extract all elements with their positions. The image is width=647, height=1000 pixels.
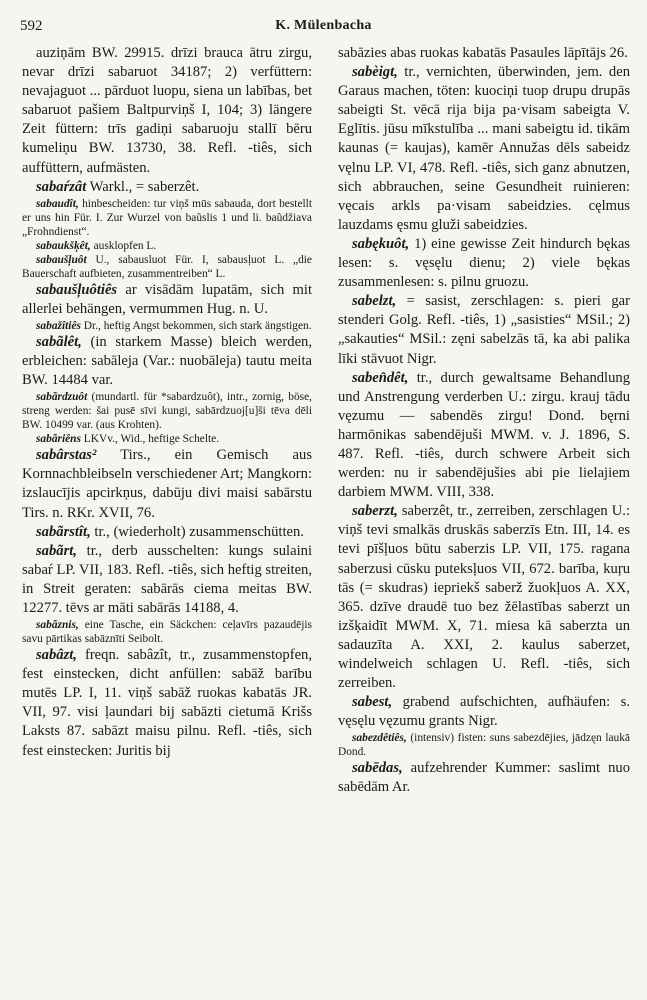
dictionary-entry <box>338 292 630 368</box>
headword: sabažîtiês <box>36 319 81 332</box>
page-number: 592 <box>20 18 43 34</box>
headword: sabezdêtiês, <box>352 732 407 745</box>
dictionary-entry <box>338 369 630 503</box>
dictionary-entry <box>22 333 312 390</box>
dictionary-entry <box>22 618 312 646</box>
dictionary-entry <box>22 542 312 618</box>
entry-text: hinbescheiden: tur viņš mūs sabauda, dort bestellt er uns hin Für. I. Zur Wurzel von baũslis 1 und li. baũdžiava „Frohndienst“. <box>22 197 312 238</box>
dictionary-entry <box>22 239 312 253</box>
dictionary-entry <box>22 178 312 197</box>
headword: sabãrdzuôt <box>36 391 88 404</box>
headword: sabaudît, <box>36 197 79 210</box>
entry-text: tr., vernichten, überwinden, jem. den Garaus machen, töten: kuociņi tuop drupu drupās sabeigti St. vēcā rija bija pa·visam sabeigta V. Eglītis. jūsu mīkstulība ... mani sabeigtu id. tikām kaunas (= kaujas), kamēr Annužas dēls sabeidz vęlnu LP. VI, 478. Refl. -tiês, sich ganz abnutzen, sich abbrauchen, seine Gesundheit ruinieren: vęcais arkls pa·visam sabeidzies. cęlmus lauzdams ęsmu gluži sabeidzies. <box>338 64 630 233</box>
dictionary-entry <box>338 759 630 797</box>
dictionary-entry <box>22 432 312 446</box>
dictionary-entry <box>338 235 630 292</box>
dictionary-entry <box>22 390 312 432</box>
entry-text: tr., durch gewaltsame Behandlung und Anstrengung verderben U.: zirgu. krauj tādu vęzumu — sabendēs zirgu! Dond. bęrni harmōnikas sabendējuši MWM. v. J. 1896, S. 487. Refl. -tiês, durch schwere Arbeit sich werden: nu ir sabendējušies abi pie lielajiem darbiem MWM. VIII, 338. <box>338 369 630 501</box>
headword: sabękuôt, <box>352 235 410 252</box>
entry-text: Tirs., ein Gemisch aus Kornnachbleibseln verschiedener Art; Mangkorn: izslaucījis apcirkņus, dabūju divi maisi sabārstu Tirs. n. RKr. XVII, 76. <box>22 447 312 521</box>
headword: sabest, <box>352 694 393 711</box>
entry-text: saberzêt, tr., zerreiben, zerschlagen U.: viņš tevi smalkās druskās saberzīs Etn. III, 14. es tevi pīšļuos būtu saberzis LP. VII, 175. ragana saberzusi cūsku puteksļuos VII, 672. barība, kuŗu tās (= skudras) iepriekš saberž žuokļuos A. XX, 365. dzīve draudē tuo bez žēlastības saberzt un izšķaidīt MWM. X, 71. miesa kā saberzta un sadauzīta A. XXI, 2. kaulus saberzet, windelweich schlagen U. Refl. -tiês, sich zerreiben. <box>338 503 630 692</box>
headword: sabârstas² <box>36 447 97 464</box>
dictionary-entry <box>338 502 630 693</box>
left-column <box>22 44 312 761</box>
dictionary-entry <box>338 44 630 63</box>
headword: sabãlêt, <box>36 333 82 350</box>
headword: sabelzt, <box>352 293 397 310</box>
running-head: K. Mülenbacha <box>275 18 372 33</box>
entry-text: eine Tasche, ein Säckchen: ceļavīrs pazaudējis savu pārtikas sabāznīti Seibolt. <box>22 619 312 646</box>
headword: sabaŕzât <box>36 178 87 195</box>
entry-text: tr., derb ausschelten: kungs sulaini sabaŕ LP. VII, 183. Refl. -tiês, sich heftig streiten, in Streit geraten: sabārās ciema meitas BW. 12277. tēvs ar māti sabārās 14188, 4. <box>22 542 312 616</box>
entry-text: auziņām BW. 29915. drīzi brauca ātru zirgu, nevar drīzi sabaruot 34187; 2) verfüttern: nevajaguot ... pārduot luopu, siena un labības, bet sabaruot pašiem Baltpurviņš I, 104; 3) längere Zeit füttern: trīs gadiņi sabaruoju stallī bēru kumeliņu BW. 13730, 38. Refl. -tiês, sich auffüttern, aufmästen. <box>22 45 312 176</box>
entry-text: ar visādām lupatām, sich mit allerlei behängen, vermummen Hug. n. U. <box>22 281 312 317</box>
dictionary-entry <box>22 253 312 281</box>
dictionary-entry <box>22 281 312 319</box>
headword: saberzt, <box>352 503 398 520</box>
headword: sabãrt, <box>36 542 77 559</box>
entry-text: = sasist, zerschlagen: s. pieri gar stenderi Golg. Refl. -tiês, 1) „sasisties“ MSil.; 2) „sakauties“ MSil.: zęni sabelzās tā, ka abi palika līki stāvuot Nigr. <box>338 293 630 367</box>
dictionary-entry <box>338 63 630 235</box>
headword: saben̂dêt, <box>352 369 409 386</box>
dictionary-entry <box>338 693 630 731</box>
dictionary-entry <box>338 731 630 759</box>
headword: sabaušļuôt <box>36 253 87 266</box>
dictionary-entry <box>22 197 312 239</box>
entry-text: U., sabausluot Für. I, sabausļuot L. „die Bauerschaft aufbieten, zusammentreiben“ L. <box>22 253 312 280</box>
dictionary-entry <box>22 44 312 178</box>
right-column <box>338 44 630 798</box>
entry-text: 1) eine gewisse Zeit hindurch bękas lesen: s. vęsęlu dienu; 2) viele bękas zusammenlesen: s. pilnu gruozu. <box>338 235 630 291</box>
entry-text: (in starkem Masse) bleich werden, erbleichen: sabāleja (Var.: nuobāleja) tautu meita BW. 14484 var. <box>22 333 312 389</box>
headword: sabãriêns <box>36 433 81 446</box>
entry-text: ausklopfen L. <box>90 239 157 252</box>
entry-text: freqn. sabâzît, tr., zusammenstopfen, fest einstecken, dicht anfüllen: sabāž barību mutēs LP. I, 11. viņš sabāž ruokas kabatās JR. VII, 97. visi ļaundari bij sabāzti cietumā Krišs Laksts 87. sabāzt maisu pilnu. Refl. -tiês, sich fest einstecken: Juritis bij <box>22 647 312 759</box>
dictionary-entry <box>22 523 312 542</box>
dictionary-entry <box>22 646 312 761</box>
headword: sabãrstît, <box>36 523 91 540</box>
headword: sabãznis, <box>36 619 79 632</box>
entry-text: tr., (wiederholt) zusammenschütten. <box>90 523 304 540</box>
headword: sabēdas, <box>352 760 403 777</box>
entry-text: aufzehrender Kummer: saslimt nuo sabēdām Ar. <box>338 760 630 796</box>
entry-text: sabāzies abas ruokas kabatās Pasaules lāpītājs 26. <box>338 45 628 61</box>
headword: sabaušļuôtiês <box>36 281 118 298</box>
headword: sabaukšķêt, <box>36 239 91 252</box>
dictionary-entry <box>22 446 312 522</box>
entry-text: grabend aufschichten, aufhäufen: s. vęsęlu vęzumu grants Nigr. <box>338 694 630 730</box>
headword: sabâzt, <box>36 647 77 664</box>
entry-text: LKVv., Wid., heftige Schelte. <box>80 433 220 446</box>
page-header <box>20 18 627 40</box>
entry-text: Warkl., = saberzêt. <box>86 178 200 195</box>
headword: sabèigt, <box>352 64 398 81</box>
entry-text: Dr., heftig Angst bekommen, sich stark ängstigen. <box>80 319 312 332</box>
entry-text: (mundartl. für *sabardzuôt), intr., zornig, böse, streng werden: šai pusē sīvi kungi, sabārdzuoj[u]ši tēva dēli BW. 10499 var. (aus Krohten). <box>22 391 312 432</box>
dictionary-entry <box>22 319 312 333</box>
entry-text: (intensiv) fisten: suns sabezdējies, jādzęn laukā Dond. <box>338 732 630 759</box>
